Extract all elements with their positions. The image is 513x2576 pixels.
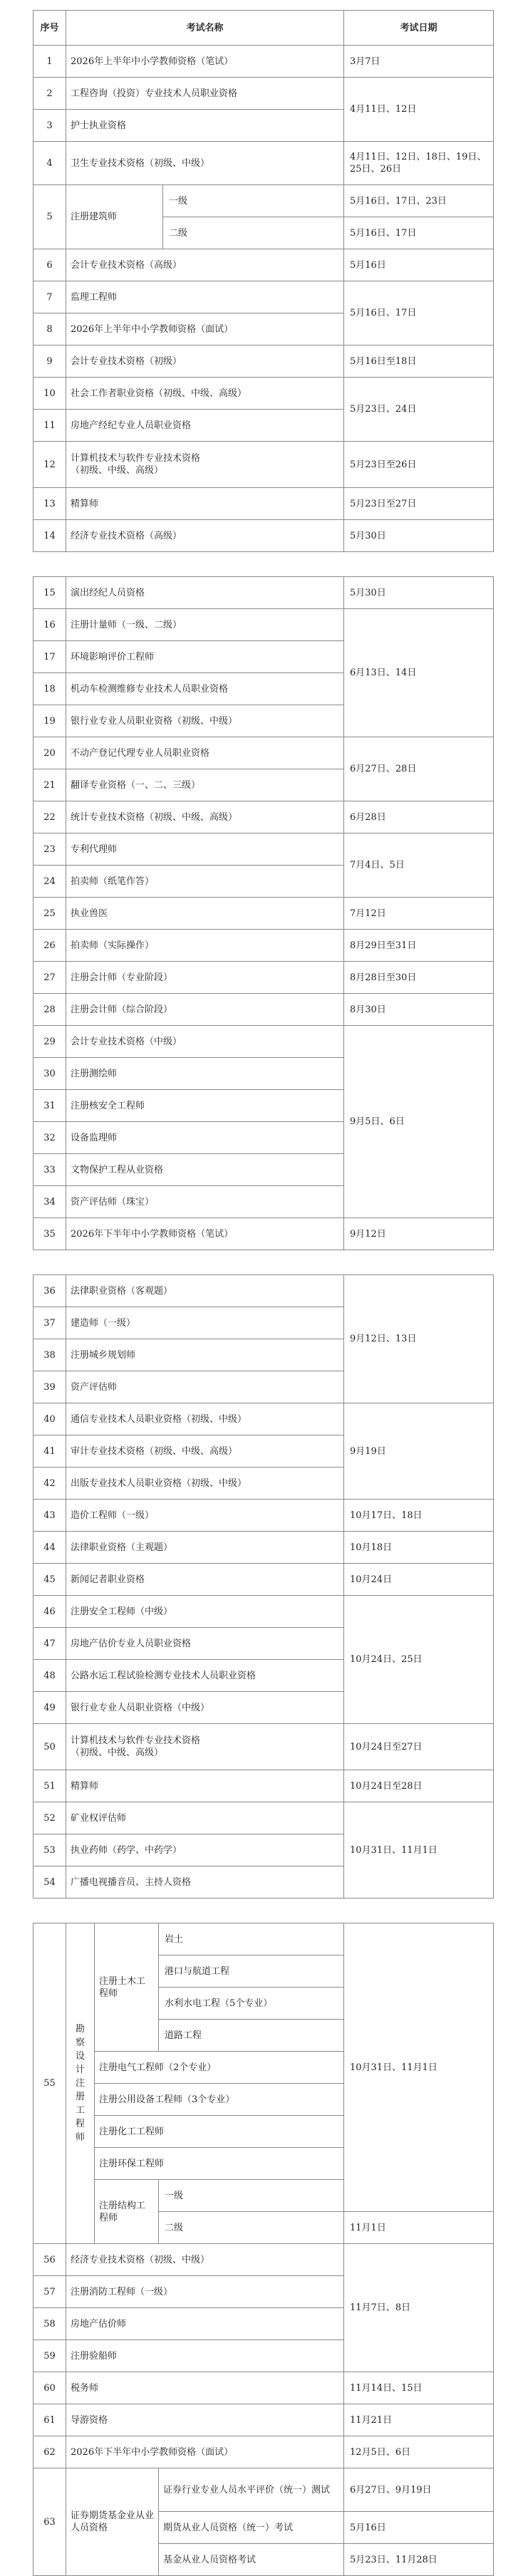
exam-date: 7月12日 [344,898,494,930]
exam-date: 5月16日 [344,2512,494,2544]
exam-name: 专利代理师 [66,833,344,866]
exam-name: 会计专业技术资格（初级） [66,346,344,378]
row-no: 27 [33,962,66,994]
row-no: 31 [33,1090,66,1122]
exam-date: 5月16日至18日 [344,346,494,378]
exam-name: 注册土木工程师 [95,1923,159,2052]
table-row [33,2436,494,2468]
exam-name: 建造师（一级） [66,1307,344,1339]
exam-name: 设备监理师 [66,1122,344,1154]
exam-subcategory: 二级 [159,2212,344,2244]
table-row [33,1923,494,1956]
exam-date: 10月31日、11月1日 [344,1802,494,1899]
table-row [33,378,494,410]
exam-name: 2026年上半年中小学教师资格（笔试） [66,46,344,78]
table-row [33,1770,494,1802]
exam-date: 10月24日至28日 [344,1770,494,1802]
row-no: 51 [33,1770,66,1802]
exam-date: 8月30日 [344,994,494,1026]
table-row [33,1532,494,1564]
row-no: 29 [33,1026,66,1058]
exam-name-line: 计算机技术与软件专业技术资格 [71,1735,201,1746]
exam-date: 10月18日 [344,1532,494,1564]
row-no: 17 [33,641,66,673]
row-no: 39 [33,1371,66,1403]
exam-name: 2026年下半年中小学教师资格（笔试） [66,1218,344,1250]
row-no: 58 [33,2308,66,2340]
exam-name: 卫生专业技术资格（初级、中级） [66,142,344,185]
row-no: 61 [33,2404,66,2436]
row-no: 15 [33,577,66,609]
exam-date: 11月14日、15日 [344,2372,494,2404]
row-no: 57 [33,2276,66,2308]
exam-date: 12月5日、6日 [344,2436,494,2468]
exam-date: 3月7日 [344,46,494,78]
exam-date: 5月30日 [344,577,494,609]
row-no: 34 [33,1186,66,1218]
exam-name: 会计专业技术资格（高级） [66,249,344,281]
exam-name: 资产评估师（珠宝） [66,1186,344,1218]
exam-name: 会计专业技术资格（中级） [66,1026,344,1058]
exam-name: 证券行业专业人员水平评价（统一）测试 [159,2468,344,2512]
exam-name [66,442,344,488]
row-no: 22 [33,801,66,833]
exam-date: 4月11日、12日 [344,78,494,142]
exam-name: 期货从业人员资格（统一）考试 [159,2512,344,2544]
exam-date: 5月16日、17日、23日 [344,185,494,217]
row-no: 42 [33,1468,66,1500]
exam-name: 通信专业技术人员职业资格（初级、中级） [66,1403,344,1435]
exam-date: 10月31日、11月1日 [344,1923,494,2212]
exam-subcategory: 岩土 [159,1923,344,1956]
exam-name [66,1724,344,1770]
exam-date: 9月19日 [344,1403,494,1500]
row-no: 60 [33,2372,66,2404]
row-no: 48 [33,1660,66,1692]
exam-name: 社会工作者职业资格（初级、中级、高级） [66,378,344,410]
exam-date: 5月16日 [344,249,494,281]
table-header [33,11,494,46]
table-row [33,1500,494,1532]
exam-name: 注册建筑师 [66,185,163,249]
exam-subcategory: 一级 [163,185,344,217]
exam-name: 导游资格 [66,2404,344,2436]
row-no: 47 [33,1628,66,1660]
table-row [33,1218,494,1250]
row-no: 53 [33,1834,66,1866]
exam-group [66,1923,95,2244]
row-no: 10 [33,378,66,410]
exam-date: 6月28日 [344,801,494,833]
row-no: 3 [33,110,66,142]
row-no: 11 [33,410,66,442]
row-no: 20 [33,737,66,769]
exam-name: 拍卖师（纸笔作答） [66,866,344,898]
row-no: 38 [33,1339,66,1371]
exam-subcategory: 水利水电工程（5个专业） [159,1988,344,2020]
exam-name: 出版专业技术人员职业资格（初级、中级） [66,1468,344,1500]
table-row [33,281,494,313]
row-no: 40 [33,1403,66,1435]
exam-name: 房地产估价师 [66,2308,344,2340]
row-no: 54 [33,1866,66,1899]
exam-name: 经济专业技术资格（高级） [66,520,344,552]
exam-date: 5月16日、17日 [344,281,494,346]
row-no: 28 [33,994,66,1026]
exam-date: 11月1日 [344,2212,494,2244]
row-no: 46 [33,1596,66,1628]
exam-name: 注册环保工程师 [95,2148,344,2180]
row-no: 6 [33,249,66,281]
row-no: 4 [33,142,66,185]
header-name: 考试名称 [66,11,344,46]
row-no: 2 [33,78,66,110]
row-no: 43 [33,1500,66,1532]
exam-name: 护士执业资格 [66,110,344,142]
exam-date: 6月27日、9月19日 [344,2468,494,2512]
row-no: 1 [33,46,66,78]
exam-date: 11月7日、8日 [344,2244,494,2372]
table-row [33,1403,494,1435]
exam-date: 10月24日至27日 [344,1724,494,1770]
row-no: 18 [33,673,66,705]
exam-date: 7月4日、5日 [344,833,494,898]
exam-name: 基金从业人员资格考试 [159,2544,344,2576]
exam-schedule [33,0,493,2576]
exam-date: 10月24日、25日 [344,1596,494,1724]
row-no: 16 [33,609,66,641]
table-row [33,442,494,488]
table-row [33,520,494,552]
exam-date: 5月23日至26日 [344,442,494,488]
row-no: 33 [33,1154,66,1186]
table-row [33,1802,494,1834]
exam-name: 不动产登记代理专业人员职业资格 [66,737,344,769]
exam-subcategory: 二级 [163,217,344,249]
table-row [33,2404,494,2436]
table-row [33,1275,494,1307]
row-no: 5 [33,185,66,249]
header-no: 序号 [33,11,66,46]
table-row [33,801,494,833]
row-no: 12 [33,442,66,488]
schedule-table-4 [33,1923,494,2576]
exam-name: 公路水运工程试验检测专业技术人员职业资格 [66,1660,344,1692]
exam-name: 法律职业资格（客观题） [66,1275,344,1307]
schedule-table-3 [33,1274,494,1899]
table-row [33,488,494,520]
table-row [33,249,494,281]
exam-name: 注册城乡规划师 [66,1339,344,1371]
row-no: 30 [33,1058,66,1090]
table-row [33,577,494,609]
exam-date: 5月30日 [344,520,494,552]
row-no: 8 [33,313,66,346]
table-row [33,185,494,217]
row-no: 44 [33,1532,66,1564]
table-row [33,737,494,769]
exam-name: 精算师 [66,1770,344,1802]
exam-name: 注册安全工程师（中级） [66,1596,344,1628]
row-no: 36 [33,1275,66,1307]
row-no: 26 [33,930,66,962]
row-no: 14 [33,520,66,552]
row-no: 24 [33,866,66,898]
exam-date: 5月23日至27日 [344,488,494,520]
exam-name: 注册消防工程师（一级） [66,2276,344,2308]
exam-date: 4月11日、12日、18日、19日、25日、26日 [344,142,494,185]
exam-name: 税务师 [66,2372,344,2404]
exam-name: 审计专业技术资格（初级、中级、高级） [66,1435,344,1468]
exam-date: 9月12日 [344,1218,494,1250]
exam-name: 翻译专业资格（一、二、三级） [66,769,344,801]
row-no: 55 [33,1923,66,2244]
exam-name: 注册会计师（综合阶段） [66,994,344,1026]
exam-date: 10月17日、18日 [344,1500,494,1532]
exam-name: 经济专业技术资格（初级、中级） [66,2244,344,2276]
exam-name: 环境影响评价工程师 [66,641,344,673]
exam-name: 法律职业资格（主观题） [66,1532,344,1564]
row-no: 9 [33,346,66,378]
exam-name: 造价工程师（一级） [66,1500,344,1532]
row-no: 45 [33,1564,66,1596]
exam-name: 注册会计师（专业阶段） [66,962,344,994]
row-no: 7 [33,281,66,313]
exam-name: 注册公用设备工程师（3个专业） [95,2084,344,2116]
table-row [33,1564,494,1596]
exam-name: 新闻记者职业资格 [66,1564,344,1596]
exam-name: 拍卖师（实际操作） [66,930,344,962]
exam-name: 执业兽医 [66,898,344,930]
exam-date: 5月23日、11月28日 [344,2544,494,2576]
exam-subcategory: 港口与航道工程 [159,1956,344,1988]
exam-name: 银行业专业人员职业资格（初级、中级） [66,705,344,737]
table-row [33,1026,494,1058]
exam-name-line: 计算机技术与软件专业技术资格 [71,453,201,464]
header-date: 考试日期 [344,11,494,46]
schedule-table-1 [33,10,494,552]
exam-date: 10月24日 [344,1564,494,1596]
table-row [33,142,494,185]
exam-name: 房地产经纪专业人员职业资格 [66,410,344,442]
exam-name-line: （初级、中级、高级） [71,1747,164,1758]
exam-date: 6月27日、28日 [344,737,494,801]
row-no: 19 [33,705,66,737]
table-row [33,994,494,1026]
row-no: 52 [33,1802,66,1834]
exam-name: 银行业专业人员职业资格（中级） [66,1692,344,1724]
exam-name: 注册验船师 [66,2340,344,2372]
table-row [33,833,494,866]
row-no: 37 [33,1307,66,1339]
exam-name: 文物保护工程从业资格 [66,1154,344,1186]
exam-name: 注册计量师（一级、二级） [66,609,344,641]
exam-name: 统计专业技术资格（初级、中级、高级） [66,801,344,833]
exam-name: 注册电气工程师（2个专业） [95,2052,344,2084]
exam-date: 5月23日、24日 [344,378,494,442]
row-no: 21 [33,769,66,801]
exam-subcategory: 道路工程 [159,2020,344,2052]
exam-name: 工程咨询（投资）专业技术人员职业资格 [66,78,344,110]
row-no: 50 [33,1724,66,1770]
exam-name: 精算师 [66,488,344,520]
exam-group-label: 证券期货基金业从业人员资格 [66,2468,159,2576]
row-no: 35 [33,1218,66,1250]
exam-name: 注册测绘师 [66,1058,344,1090]
table-row [33,898,494,930]
table-row [33,46,494,78]
table-row [33,2244,494,2276]
table-row [33,346,494,378]
row-no: 59 [33,2340,66,2372]
table-row [33,930,494,962]
exam-subcategory: 一级 [159,2180,344,2212]
table-row [33,962,494,994]
exam-name: 2026年下半年中小学教师资格（面试） [66,2436,344,2468]
exam-name: 机动车检测维修专业技术人员职业资格 [66,673,344,705]
exam-name: 注册核安全工程师 [66,1090,344,1122]
exam-name: 2026年上半年中小学教师资格（面试） [66,313,344,346]
exam-group-label: 勘察设计注册工程师 [75,2024,85,2143]
schedule-table-2 [33,576,494,1250]
exam-date: 8月28日至30日 [344,962,494,994]
row-no: 63 [33,2468,66,2576]
exam-name: 监理工程师 [66,281,344,313]
table-row [33,609,494,641]
exam-name-line: （初级、中级、高级） [71,465,164,476]
row-no: 41 [33,1435,66,1468]
exam-date: 11月21日 [344,2404,494,2436]
table-row [33,2372,494,2404]
row-no: 56 [33,2244,66,2276]
exam-name: 注册化工工程师 [95,2116,344,2148]
exam-name: 矿业权评估师 [66,1802,344,1834]
exam-name: 注册结构工程师 [95,2180,159,2244]
exam-date: 9月12日、13日 [344,1275,494,1403]
row-no: 13 [33,488,66,520]
table-row [33,78,494,110]
exam-date: 8月29日至31日 [344,930,494,962]
table-row [33,1596,494,1628]
row-no: 32 [33,1122,66,1154]
exam-name: 执业药师（药学、中药学） [66,1834,344,1866]
exam-name: 广播电视播音员、主持人资格 [66,1866,344,1899]
exam-name: 资产评估师 [66,1371,344,1403]
exam-name: 房地产估价专业人员职业资格 [66,1628,344,1660]
table-row [33,1724,494,1770]
row-no: 49 [33,1692,66,1724]
exam-name: 演出经纪人员资格 [66,577,344,609]
exam-date: 9月5日、6日 [344,1026,494,1218]
table-row [33,2468,494,2512]
row-no: 62 [33,2436,66,2468]
exam-date: 5月16日、17日 [344,217,494,249]
row-no: 25 [33,898,66,930]
row-no: 23 [33,833,66,866]
exam-date: 6月13日、14日 [344,609,494,737]
